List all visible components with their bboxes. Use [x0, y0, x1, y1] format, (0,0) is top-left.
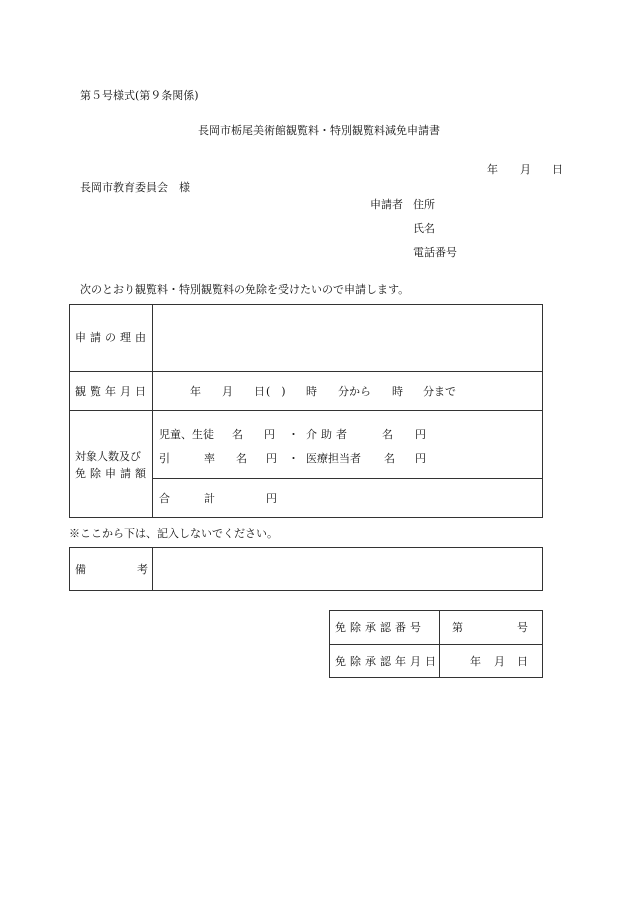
- table-divider-3: [152, 478, 543, 479]
- row2-medical-yen-unit: 円: [415, 452, 426, 465]
- row2-separator: ・: [288, 452, 299, 465]
- total-yen-unit: 円: [266, 492, 277, 505]
- row1-students-label: 児童、生徒: [159, 428, 214, 441]
- page-title: 長岡市栃尾美術館観覧料・特別観覧料減免申請書: [198, 124, 440, 137]
- row1-assistants-yen-unit: 円: [415, 428, 426, 441]
- remarks-label-a: 備: [75, 563, 86, 576]
- row1-assistants-count-unit: 名: [382, 428, 393, 441]
- row2-chaperone-yen-unit: 円: [266, 452, 277, 465]
- visit-date-label: 観覧年月日: [75, 385, 150, 398]
- applicant-address-label: 住所: [413, 198, 435, 211]
- reason-label: 申請の理由: [75, 331, 150, 344]
- total-label-a: 合: [159, 492, 170, 505]
- recipient: 長岡市教育委員会 様: [80, 181, 190, 194]
- table-divider-2: [69, 410, 543, 411]
- visit-minute-from: 分から: [338, 385, 371, 398]
- remarks-label-b: 考: [137, 563, 148, 576]
- row1-assistants-label: 介助者: [306, 428, 351, 441]
- approval-number-suffix: 号: [517, 621, 528, 634]
- visit-minute-to: 分まで: [423, 385, 456, 398]
- form-id: 第５号様式(第９条関係): [80, 89, 199, 102]
- approval-number-label: 免除承認番号: [335, 621, 425, 634]
- office-use-note: ※ここから下は、記入しないでください。: [69, 527, 278, 540]
- date-day-label: 日: [552, 163, 563, 176]
- count-label-line2: 免除申請額: [75, 467, 150, 480]
- intro-text: 次のとおり観覧料・特別観覧料の免除を受けたいので申請します。: [80, 283, 410, 296]
- visit-weekday: ( ): [266, 385, 286, 398]
- approval-number-prefix: 第: [452, 621, 463, 634]
- date-year-label: 年: [487, 163, 498, 176]
- row2-medical-label: 医療担当者: [306, 452, 361, 465]
- visit-year: 年: [190, 385, 201, 398]
- row2-chaperone-label-b: 率: [204, 452, 215, 465]
- reason-field[interactable]: [156, 308, 538, 368]
- row1-students-yen-unit: 円: [264, 428, 275, 441]
- remarks-divider: [152, 547, 153, 591]
- row1-separator: ・: [288, 428, 299, 441]
- row2-medical-count-unit: 名: [384, 452, 395, 465]
- table-divider-1: [69, 371, 543, 372]
- approval-date-year: 年: [470, 655, 481, 668]
- total-label-b: 計: [204, 492, 215, 505]
- applicant-phone-label: 電話番号: [413, 246, 457, 259]
- approval-divider-horizontal: [329, 644, 543, 645]
- row1-students-count-unit: 名: [232, 428, 243, 441]
- table-divider-vertical: [152, 304, 153, 518]
- row2-chaperone-label-a: 引: [159, 452, 170, 465]
- approval-date-label: 免除承認年月日: [335, 655, 440, 668]
- applicant-name-label: 氏名: [413, 222, 435, 235]
- approval-date-day: 日: [517, 655, 528, 668]
- count-label-line1: 対象人数及び: [75, 450, 141, 463]
- visit-hour-to: 時: [392, 385, 403, 398]
- applicant-label: 申請者: [370, 198, 403, 211]
- row2-chaperone-count-unit: 名: [236, 452, 247, 465]
- visit-day: 日: [254, 385, 265, 398]
- visit-month: 月: [222, 385, 233, 398]
- approval-date-month: 月: [494, 655, 505, 668]
- visit-hour-from: 時: [306, 385, 317, 398]
- date-month-label: 月: [520, 163, 531, 176]
